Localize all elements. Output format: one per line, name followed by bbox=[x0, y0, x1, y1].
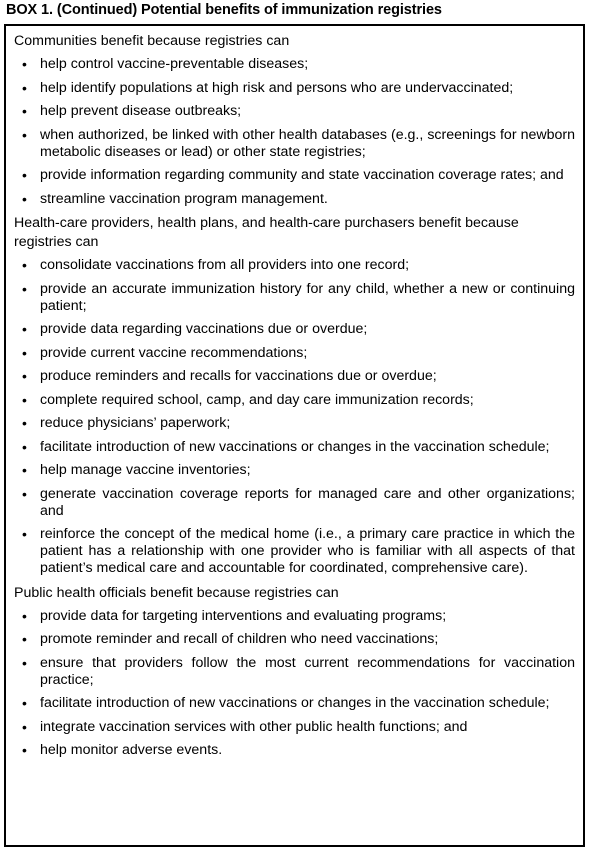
bullet-icon: • bbox=[22, 56, 27, 72]
bullet-icon: • bbox=[22, 126, 27, 143]
list-item-text: integrate vaccination services with other public health functions; and bbox=[40, 718, 468, 735]
box-title: BOX 1. (Continued) Potential benefits of immunization registries bbox=[6, 2, 442, 18]
bullet-icon: • bbox=[22, 485, 27, 502]
list-item bbox=[14, 191, 575, 208]
list-item-text: provide current vaccine recommendations; bbox=[40, 344, 308, 361]
list-item-text: generate vaccination coverage reports for managed care and other organizations; and bbox=[40, 485, 575, 519]
bullet-icon: • bbox=[22, 344, 27, 361]
box-frame bbox=[4, 24, 585, 847]
list-item-text: help manage vaccine inventories; bbox=[40, 462, 251, 478]
bullet-icon: • bbox=[22, 695, 27, 711]
bullet-icon: • bbox=[22, 718, 27, 735]
list-item bbox=[14, 462, 575, 479]
list-item-text: reduce physicians’ paperwork; bbox=[40, 415, 231, 431]
section-heading: Communities benefit because registries can bbox=[14, 33, 290, 49]
list-item bbox=[14, 368, 575, 385]
list-item-text: help prevent disease outbreaks; bbox=[40, 103, 242, 119]
list-item-text: provide an accurate immunization history for any child, whether a new or continuing patient; bbox=[40, 280, 575, 314]
section-communities bbox=[14, 32, 575, 208]
list-item-text: provide data for targeting interventions and evaluating programs; bbox=[40, 607, 447, 624]
bullet-list bbox=[14, 257, 575, 577]
bullet-icon: • bbox=[22, 742, 27, 758]
list-item bbox=[14, 719, 575, 736]
bullet-icon: • bbox=[22, 438, 27, 455]
section-heading: Health-care providers, health plans, and health-care purchasers benefit because registries can bbox=[14, 215, 519, 250]
list-item-text: help monitor adverse events. bbox=[40, 742, 223, 758]
list-item bbox=[14, 526, 575, 577]
bullet-icon: • bbox=[22, 526, 27, 542]
list-item-text: provide data regarding vaccinations due or overdue; bbox=[40, 321, 368, 337]
bullet-icon: • bbox=[22, 631, 27, 647]
bullet-icon: • bbox=[22, 79, 27, 96]
list-item-text: produce reminders and recalls for vaccinations due or overdue; bbox=[40, 368, 437, 384]
bullet-icon: • bbox=[22, 190, 27, 207]
list-item bbox=[14, 655, 575, 689]
list-item-text: complete required school, camp, and day care immunization records; bbox=[40, 391, 474, 408]
section-heading: Public health officials benefit because registries can bbox=[14, 584, 339, 601]
list-item-text: facilitate introduction of new vaccinations or changes in the vaccination schedule; bbox=[40, 695, 550, 711]
list-item bbox=[14, 345, 575, 362]
bullet-icon: • bbox=[22, 415, 27, 431]
list-item bbox=[14, 742, 575, 759]
list-item bbox=[14, 56, 575, 73]
bullet-icon: • bbox=[22, 607, 27, 624]
section-providers bbox=[14, 214, 575, 577]
list-item-text: help identify populations at high risk and persons who are undervaccinated; bbox=[40, 79, 514, 96]
list-item-text: promote reminder and recall of children who need vaccinations; bbox=[40, 631, 439, 647]
bullet-icon: • bbox=[22, 257, 27, 273]
list-item bbox=[14, 321, 575, 338]
list-item-text: ensure that providers follow the most current recommendations for vaccination practice; bbox=[40, 654, 575, 688]
bullet-icon: • bbox=[22, 321, 27, 337]
list-item bbox=[14, 439, 575, 456]
list-item-text: facilitate introduction of new vaccinations or changes in the vaccination schedule; bbox=[40, 438, 550, 455]
list-item bbox=[14, 392, 575, 409]
list-item bbox=[14, 103, 575, 120]
list-item-text: when authorized, be linked with other health databases (e.g., screenings for newborn metabolic diseases or lead) or other state registries; bbox=[40, 126, 575, 160]
bullet-icon: • bbox=[22, 462, 27, 478]
list-item bbox=[14, 257, 575, 274]
section-public-health bbox=[14, 584, 575, 760]
list-item bbox=[14, 127, 575, 161]
list-item-text: provide information regarding community and state vaccination coverage rates; and bbox=[40, 167, 564, 183]
bullet-icon: • bbox=[22, 391, 27, 408]
list-item bbox=[14, 486, 575, 520]
list-item-text: reinforce the concept of the medical home (i.e., a primary care practice in which the patient has a relationship with one provider who is familiar with all aspects of that patient’s medical care and accountable for coordinated, comprehensive care). bbox=[40, 526, 575, 576]
list-item bbox=[14, 167, 575, 184]
list-item bbox=[14, 695, 575, 712]
bullet-icon: • bbox=[22, 103, 27, 119]
list-item bbox=[14, 631, 575, 648]
list-item bbox=[14, 80, 575, 97]
list-item bbox=[14, 415, 575, 432]
bullet-icon: • bbox=[22, 368, 27, 384]
bullet-icon: • bbox=[22, 654, 27, 671]
bullet-list bbox=[14, 56, 575, 208]
bullet-icon: • bbox=[22, 280, 27, 297]
list-item-text: streamline vaccination program management. bbox=[40, 190, 328, 207]
list-item bbox=[14, 608, 575, 625]
bullet-icon: • bbox=[22, 167, 27, 183]
list-item-text: consolidate vaccinations from all providers into one record; bbox=[40, 257, 410, 273]
list-item bbox=[14, 281, 575, 315]
bullet-list bbox=[14, 608, 575, 760]
list-item-text: help control vaccine-preventable diseases; bbox=[40, 56, 309, 72]
